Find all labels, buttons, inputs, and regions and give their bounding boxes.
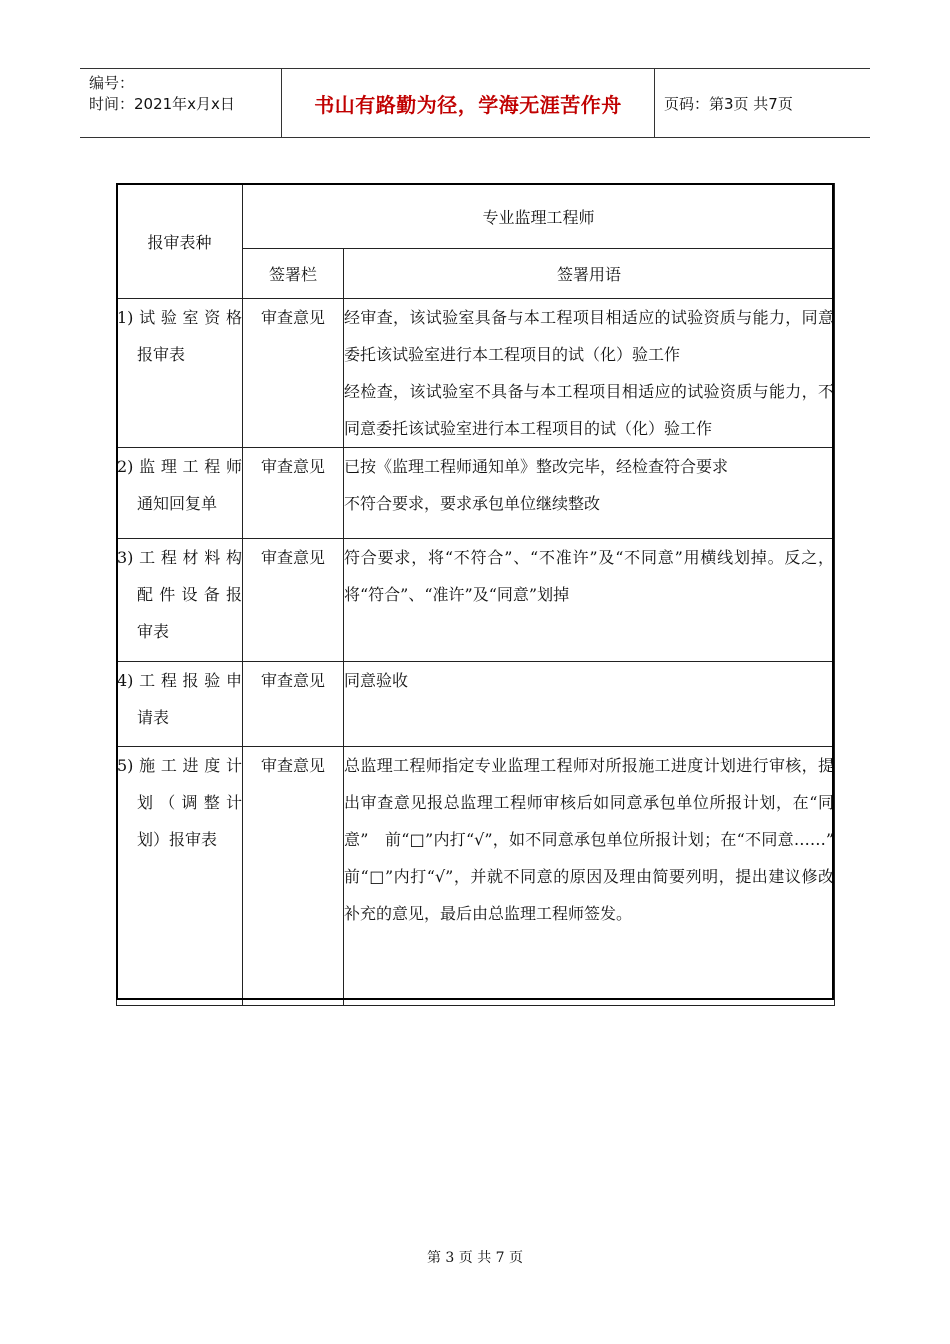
sign-text: 审查意见 [260,671,325,690]
category-line: 报审表 [137,345,186,364]
review-form-table [116,183,851,1006]
sign-cell [243,539,344,662]
table-row [117,539,835,662]
category-line: 5)施工进度计 [117,756,242,775]
table-row [117,299,835,448]
category-cell [117,299,243,448]
category-line: 审表 [137,622,170,641]
sign-text: 审查意见 [260,457,325,476]
sign-text: 审查意见 [260,308,325,327]
terms-paragraph: 已按《监理工程师通知单》整改完毕，经检查符合要求 [344,457,729,476]
column-header-engineer: 专业监理工程师 [482,207,595,227]
category-line: 划（调整计 [137,793,242,812]
category-line: 通知回复单 [137,494,218,513]
column-header-sign: 签署栏 [268,265,317,284]
sign-cell [243,299,344,448]
column-header-category: 报审表种 [147,232,212,252]
terms-paragraph: 不符合要求，要求承包单位继续整改 [344,494,601,513]
sign-cell [243,747,344,1006]
sign-text: 审查意见 [260,756,325,775]
terms-cell [344,448,835,539]
table-row [117,662,835,747]
category-line: 4)工程报验申 [117,671,242,690]
page-footer: 第 3 页 共 7 页 [426,1250,524,1266]
category-cell [117,662,243,747]
category-cell [117,539,243,662]
terms-paragraph: 同意验收 [344,671,409,690]
category-line: 划）报审表 [137,830,218,849]
category-line: 请表 [137,708,170,727]
header-sign-cell [243,249,344,299]
terms-paragraph: 经检查，该试验室不具备与本工程项目相适应的试验资质与能力，不同意委托该试验室进行本工程项目的试（化）验工作 [344,382,835,438]
header-engineer-cell [243,184,835,249]
header-meta [89,73,235,115]
terms-cell [344,539,835,662]
header-page-label: 页码：第3页 共7页 [664,95,793,113]
terms-paragraph: 符合要求，将“不符合”、“不准许”及“不同意”用横线划掉。反之，将“符合”、“准许”及“同意”划掉 [344,548,835,604]
header-divider [654,69,655,137]
sign-cell [243,662,344,747]
page-header [80,68,870,138]
terms-paragraph: 经审查，该试验室具备与本工程项目相适应的试验资质与能力，同意委托该试验室进行本工程项目的试（化）验工作 [344,308,835,364]
category-line: 3)工程材料构 [117,548,242,567]
category-line: 2)监理工程师 [117,457,242,476]
category-cell [117,448,243,539]
terms-cell [344,747,851,1006]
table-row [117,448,835,539]
column-header-terms: 签署用语 [557,265,622,284]
terms-cell [344,299,835,448]
terms-paragraph: 总监理工程师指定专业监理工程师对所报施工进度计划进行审核，提出审查意见报总监理工程师审核后如同意承包单位所报计划，在“同意” 前“□”内打“√”，如不同意承包单位所报计划；在“不同意……” 前“□”内打“√”，并就不同意的原因及理由简要列明，提出建议修改补充的意见，最后由总监理工程师签发。 [344,756,851,923]
sign-cell [243,448,344,539]
number-label: 编号： [89,74,135,92]
category-line: 配件设备报 [137,585,242,604]
header-motto: 书山有路勤为径，学海无涯苦作舟 [314,92,622,117]
time-label: 时间：2021年x月x日 [89,95,235,113]
sign-text: 审查意见 [260,548,325,567]
category-cell [117,747,243,1006]
table-row [117,747,835,1006]
terms-cell [344,662,835,747]
category-line: 1)试验室资格 [117,308,242,327]
header-terms-cell [344,249,835,299]
header-category-cell [117,184,243,299]
